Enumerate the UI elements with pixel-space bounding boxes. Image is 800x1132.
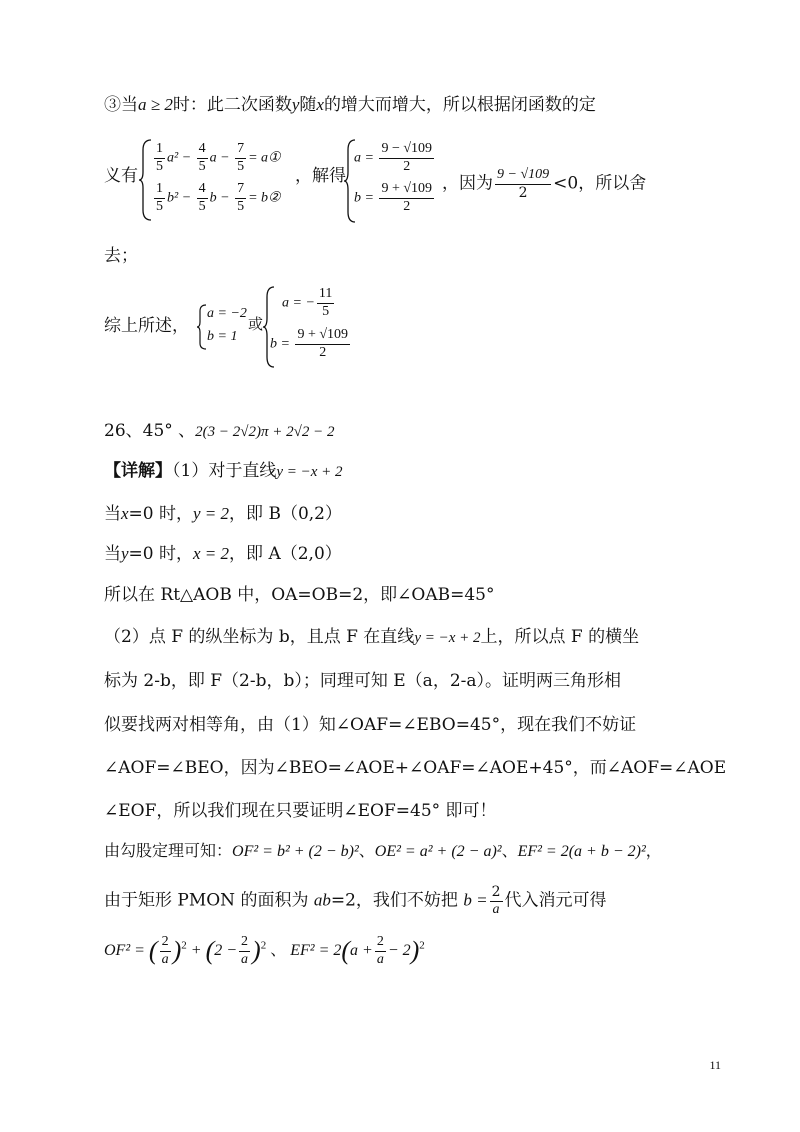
because-text: ，因为 $\frac{9 - √109}{2}$ <0，所以舍 [442,167,647,201]
equation-2: $\frac{1}{5}$ b² − $\frac{4}{5}$ b − $\frac{7}{5}$ = b② [156,181,281,214]
qu-text: 去； [104,246,138,266]
solution-a: a = $\frac{9 - √109}{2}$ [354,141,433,174]
part2-line4: ∠AOF=∠BEO，因为∠BEO=∠AOE+∠OAF=∠AOE+45°，而∠AOF=∠AOE [104,758,727,778]
summary-s2-b: b = $\frac{9 + √109}{2}$ [270,327,349,360]
solve-label: ，解得 [295,166,346,186]
summary-or: 或 [248,315,264,333]
part2-line3: 似要找两对相等角，由（1）知∠OAF=∠EBO=45°，现在我们不妨证 [104,715,637,735]
equation-1: $\frac{1}{5}$ a² − $\frac{4}{5}$ a − $\frac{7}{5}$ = a① [156,141,281,174]
part2-line1: （2）点 F 的纵坐标为 b，且点 F 在直线y = −x + 2上，所以点 F 的横坐 [104,627,640,647]
detail-line: 【详解】（1）对于直线y = −x + 2 [104,461,343,481]
solution-b: b = $\frac{9 + √109}{2}$ [354,181,433,214]
pythagoras-line: 由勾股定理可知：OF² = b² + (2 − b)²、OE² = a² + (2 − a)²、EF² = 2(a + b − 2)²， [104,841,662,860]
part2-line2: 标为 2-b，即 F（2-b，b）；同理可知 E（a，2-a）。证明两三角形相 [104,671,622,691]
y-zero-line: 当y=0 时，x = 2，即 A（2,0） [104,544,342,564]
substitution-line: 由于矩形 PMON 的面积为 ab=2，我们不妨把 b = $\frac{2}{a}$ 代入消元可得 [104,884,607,917]
part2-line5: ∠EOF，所以我们现在只要证明∠EOF=45° 即可！ [104,801,497,821]
q26-header: 26、45° 、2(3 − 2√2)π + 2√2 − 2 [104,421,335,441]
x-zero-line: 当x=0 时，y = 2，即 B（0,2） [104,504,342,524]
case3-intro-line: ③当a ≥ 2时：此二次函数y随x的增大而增大，所以根据闭函数的定 [104,95,596,115]
def-prefix: 义有 [104,166,138,186]
page-number: 11 [709,1058,721,1072]
summary-s1-a: a = −2 [207,306,247,321]
summary-label: 综上所述， [104,316,189,336]
summary-s1-b: b = 1 [207,329,238,344]
result-line: OF² = ( $\frac{2}{a}$ )$^2$ + (2 − $\frac{2}{a}$ )$^2$ 、 EF² = 2(a + $\frac{2}{a}$ − 2)$^2$ [104,934,425,967]
summary-s2-a: a = − $\frac{11}{5}$ [282,286,333,319]
rt-line: 所以在 Rt△AOB 中，OA=OB=2，即∠OAB=45° [104,585,495,605]
